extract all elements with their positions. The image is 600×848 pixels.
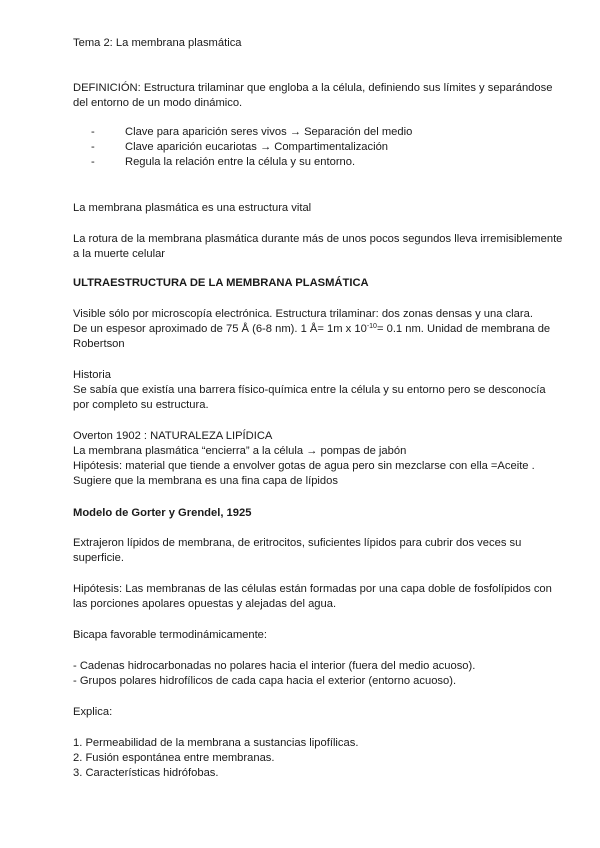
list-item: 2. Fusión espontánea entre membranas. [73,752,275,764]
definition-paragraph: DEFINICIÓN: Estructura trilaminar que engloba a la célula, definiendo sus límites y separándose del entorno de un modo dinámico. [73,82,553,109]
historia-label: Historia [73,369,111,381]
document-title: Tema 2: La membrana plasmática [73,37,242,49]
overton-line-3: Hipótesis: material que tiende a envolver gotas de agua pero sin mezclarse con ella =Aceite . [73,460,535,472]
visible-line-1: Visible sólo por microscopía electrónica. Estructura trilaminar: dos zonas densas y una clara. [73,308,533,320]
section-heading-ultraestructura: ULTRAESTRUCTURA DE LA MEMBRANA PLASMÁTICA [73,277,369,289]
rotura-paragraph: La rotura de la membrana plasmática durante más de unos pocos segundos lleva irremisiblemente a la muerte celular [73,233,563,260]
list-item: 1. Permeabilidad de la membrana a sustancias lipofílicas. [73,737,359,749]
exponent: -10 [366,323,377,330]
hipotesis-paragraph: Hipótesis: Las membranas de las células están formadas por una capa doble de fosfolípidos con las porciones apolares opuestas y alejadas del agua. [73,583,552,610]
overton-line-1: Overton 1902 : NATURALEZA LIPÍDICA [73,430,273,442]
bullet-item: - Clave aparición eucariotas → Compartimentalización [91,140,563,155]
visible-line-2 [73,322,563,352]
visible-line-2-start: De un espesor aproximado de 75 Å (6-8 nm). 1 Å= 1m x 10 [73,323,367,335]
explica-list [73,736,563,781]
definition-bullet-list [73,125,563,170]
list-item: - Cadenas hidrocarbonadas no polares hacia el interior (fuera del medio acuoso). [73,660,476,672]
overton-block [73,429,563,489]
historia-text: Se sabía que existía una barrera físico-química entre la célula y su entorno pero se desconocía por completo su estructura. [73,384,546,411]
extrajeron-paragraph: Extrajeron lípidos de membrana, de eritrocitos, suficientes lípidos para cubrir dos veces su superficie. [73,537,522,564]
list-item: - Grupos polares hidrofílicos de cada capa hacia el exterior (entorno acuoso). [73,675,457,687]
document-page [73,36,563,781]
overton-line-2: La membrana plasmática “encierra” a la célula → pompas de jabón [73,445,407,457]
historia-block [73,368,563,413]
bullet-item: - Regula la relación entre la célula y su entorno. [91,155,563,170]
explica-label: Explica: [73,706,113,718]
visible-line-2-end: = 0.1 nm. Unidad de membrana de Robertson [73,323,551,350]
list-item: 3. Características hidrófobas. [73,767,219,779]
vital-paragraph: La membrana plasmática es una estructura vital [73,202,312,214]
cadenas-list [73,659,563,689]
bullet-item: - Clave para aparición seres vivos → Separación del medio [91,125,563,140]
section-heading-gorter-grendel: Modelo de Gorter y Grendel, 1925 [73,507,252,519]
bicapa-paragraph: Bicapa favorable termodinámicamente: [73,629,268,641]
overton-line-4: Sugiere que la membrana es una fina capa de lípidos [73,475,338,487]
visible-paragraph [73,307,563,352]
